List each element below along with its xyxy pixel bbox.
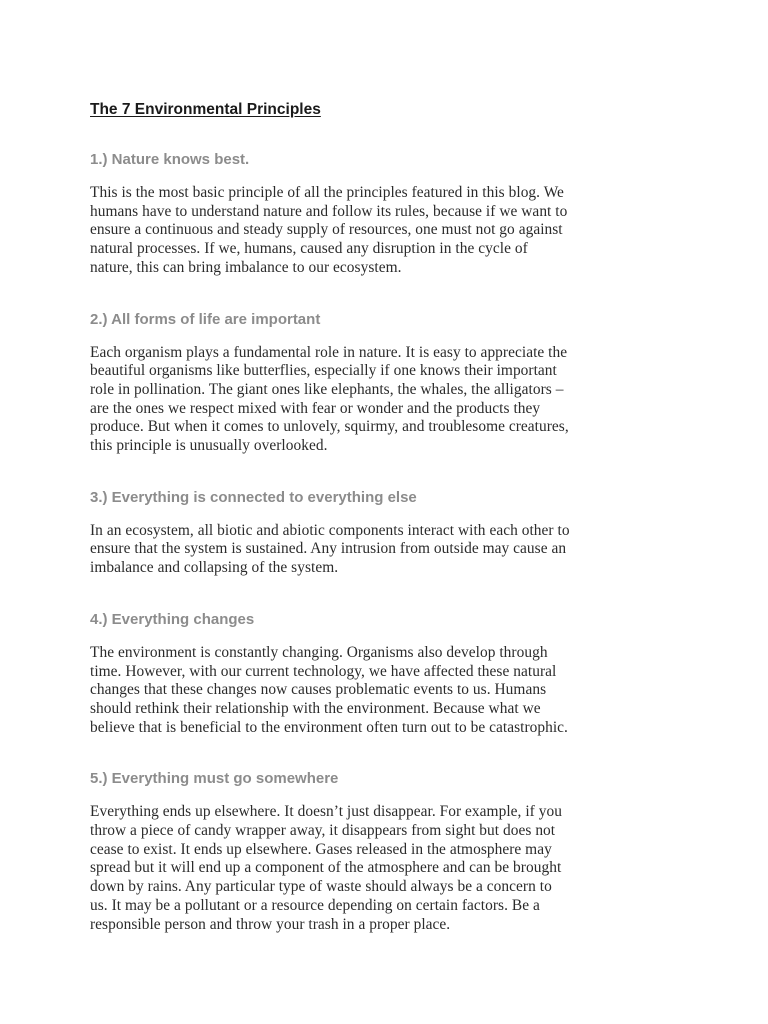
paragraph-line: down by rains. Any particular type of waste should always be a concern to — [90, 878, 552, 896]
section-paragraph — [90, 184, 690, 278]
section-paragraph — [90, 803, 690, 934]
paragraph-line: Each organism plays a fundamental role in nature. It is easy to appreciate the — [90, 343, 568, 361]
paragraph-line: imbalance and collapsing of the system. — [90, 559, 339, 577]
section-paragraph — [90, 644, 690, 738]
paragraph-line: cease to exist. It ends up elsewhere. Gases released in the atmosphere may — [90, 840, 552, 858]
paragraph-line: In an ecosystem, all biotic and abiotic components interact with each other to — [90, 521, 570, 539]
paragraph-line: are the ones we respect mixed with fear or wonder and the products they — [90, 399, 541, 417]
document-title: The 7 Environmental Principles — [90, 101, 321, 118]
section-heading: 2.) All forms of life are important — [90, 310, 321, 328]
paragraph-line: this principle is unusually overlooked. — [90, 437, 328, 455]
paragraph-line: time. However, with our current technology, we have affected these natural — [90, 662, 557, 680]
section-4 — [90, 610, 690, 738]
paragraph-line: nature, this can bring imbalance to our ecosystem. — [90, 258, 402, 276]
section-5 — [90, 769, 690, 934]
paragraph-line: humans have to understand nature and follow its rules, because if we want to — [90, 202, 568, 220]
paragraph-line: Everything ends up elsewhere. It doesn’t just disappear. For example, if you — [90, 803, 562, 821]
paragraph-line: role in pollination. The giant ones like elephants, the whales, the alligators – — [90, 380, 564, 398]
paragraph-line: should rethink their relationship with the environment. Because what we — [90, 699, 541, 717]
paragraph-line: The environment is constantly changing. Organisms also develop through — [90, 643, 548, 661]
section-3 — [90, 488, 690, 578]
paragraph-line: throw a piece of candy wrapper away, it disappears from sight but does not — [90, 822, 556, 840]
section-heading: 1.) Nature knows best. — [90, 151, 250, 168]
paragraph-line: changes that these changes now causes problematic events to us. Humans — [90, 681, 547, 699]
paragraph-line: believe that is beneficial to the environment often turn out to be catastrophic. — [90, 718, 568, 736]
document-page — [90, 100, 690, 966]
paragraph-line: us. It may be a pollutant or a resource depending on certain factors. Be a — [90, 896, 540, 914]
section-paragraph — [90, 344, 690, 456]
section-heading: 3.) Everything is connected to everything else — [90, 488, 417, 506]
section-paragraph — [90, 522, 690, 578]
paragraph-line: responsible person and throw your trash in a proper place. — [90, 915, 451, 933]
section-1 — [90, 150, 690, 278]
paragraph-line: ensure a continuous and steady supply of resources, one must not go against — [90, 221, 563, 239]
paragraph-line: beautiful organisms like butterflies, especially if one knows their important — [90, 362, 557, 380]
paragraph-line: produce. But when it comes to unlovely, squirmy, and troublesome creatures, — [90, 418, 569, 436]
section-heading: 5.) Everything must go somewhere — [90, 770, 339, 788]
paragraph-line: ensure that the system is sustained. Any intrusion from outside may cause an — [90, 540, 567, 558]
section-heading: 4.) Everything changes — [90, 610, 255, 628]
paragraph-line: natural processes. If we, humans, caused any disruption in the cycle of — [90, 240, 528, 258]
paragraph-line: spread but it will end up a component of the atmosphere and can be brought — [90, 859, 562, 877]
paragraph-line: This is the most basic principle of all the principles featured in this blog. We — [90, 184, 564, 201]
section-2 — [90, 310, 690, 456]
